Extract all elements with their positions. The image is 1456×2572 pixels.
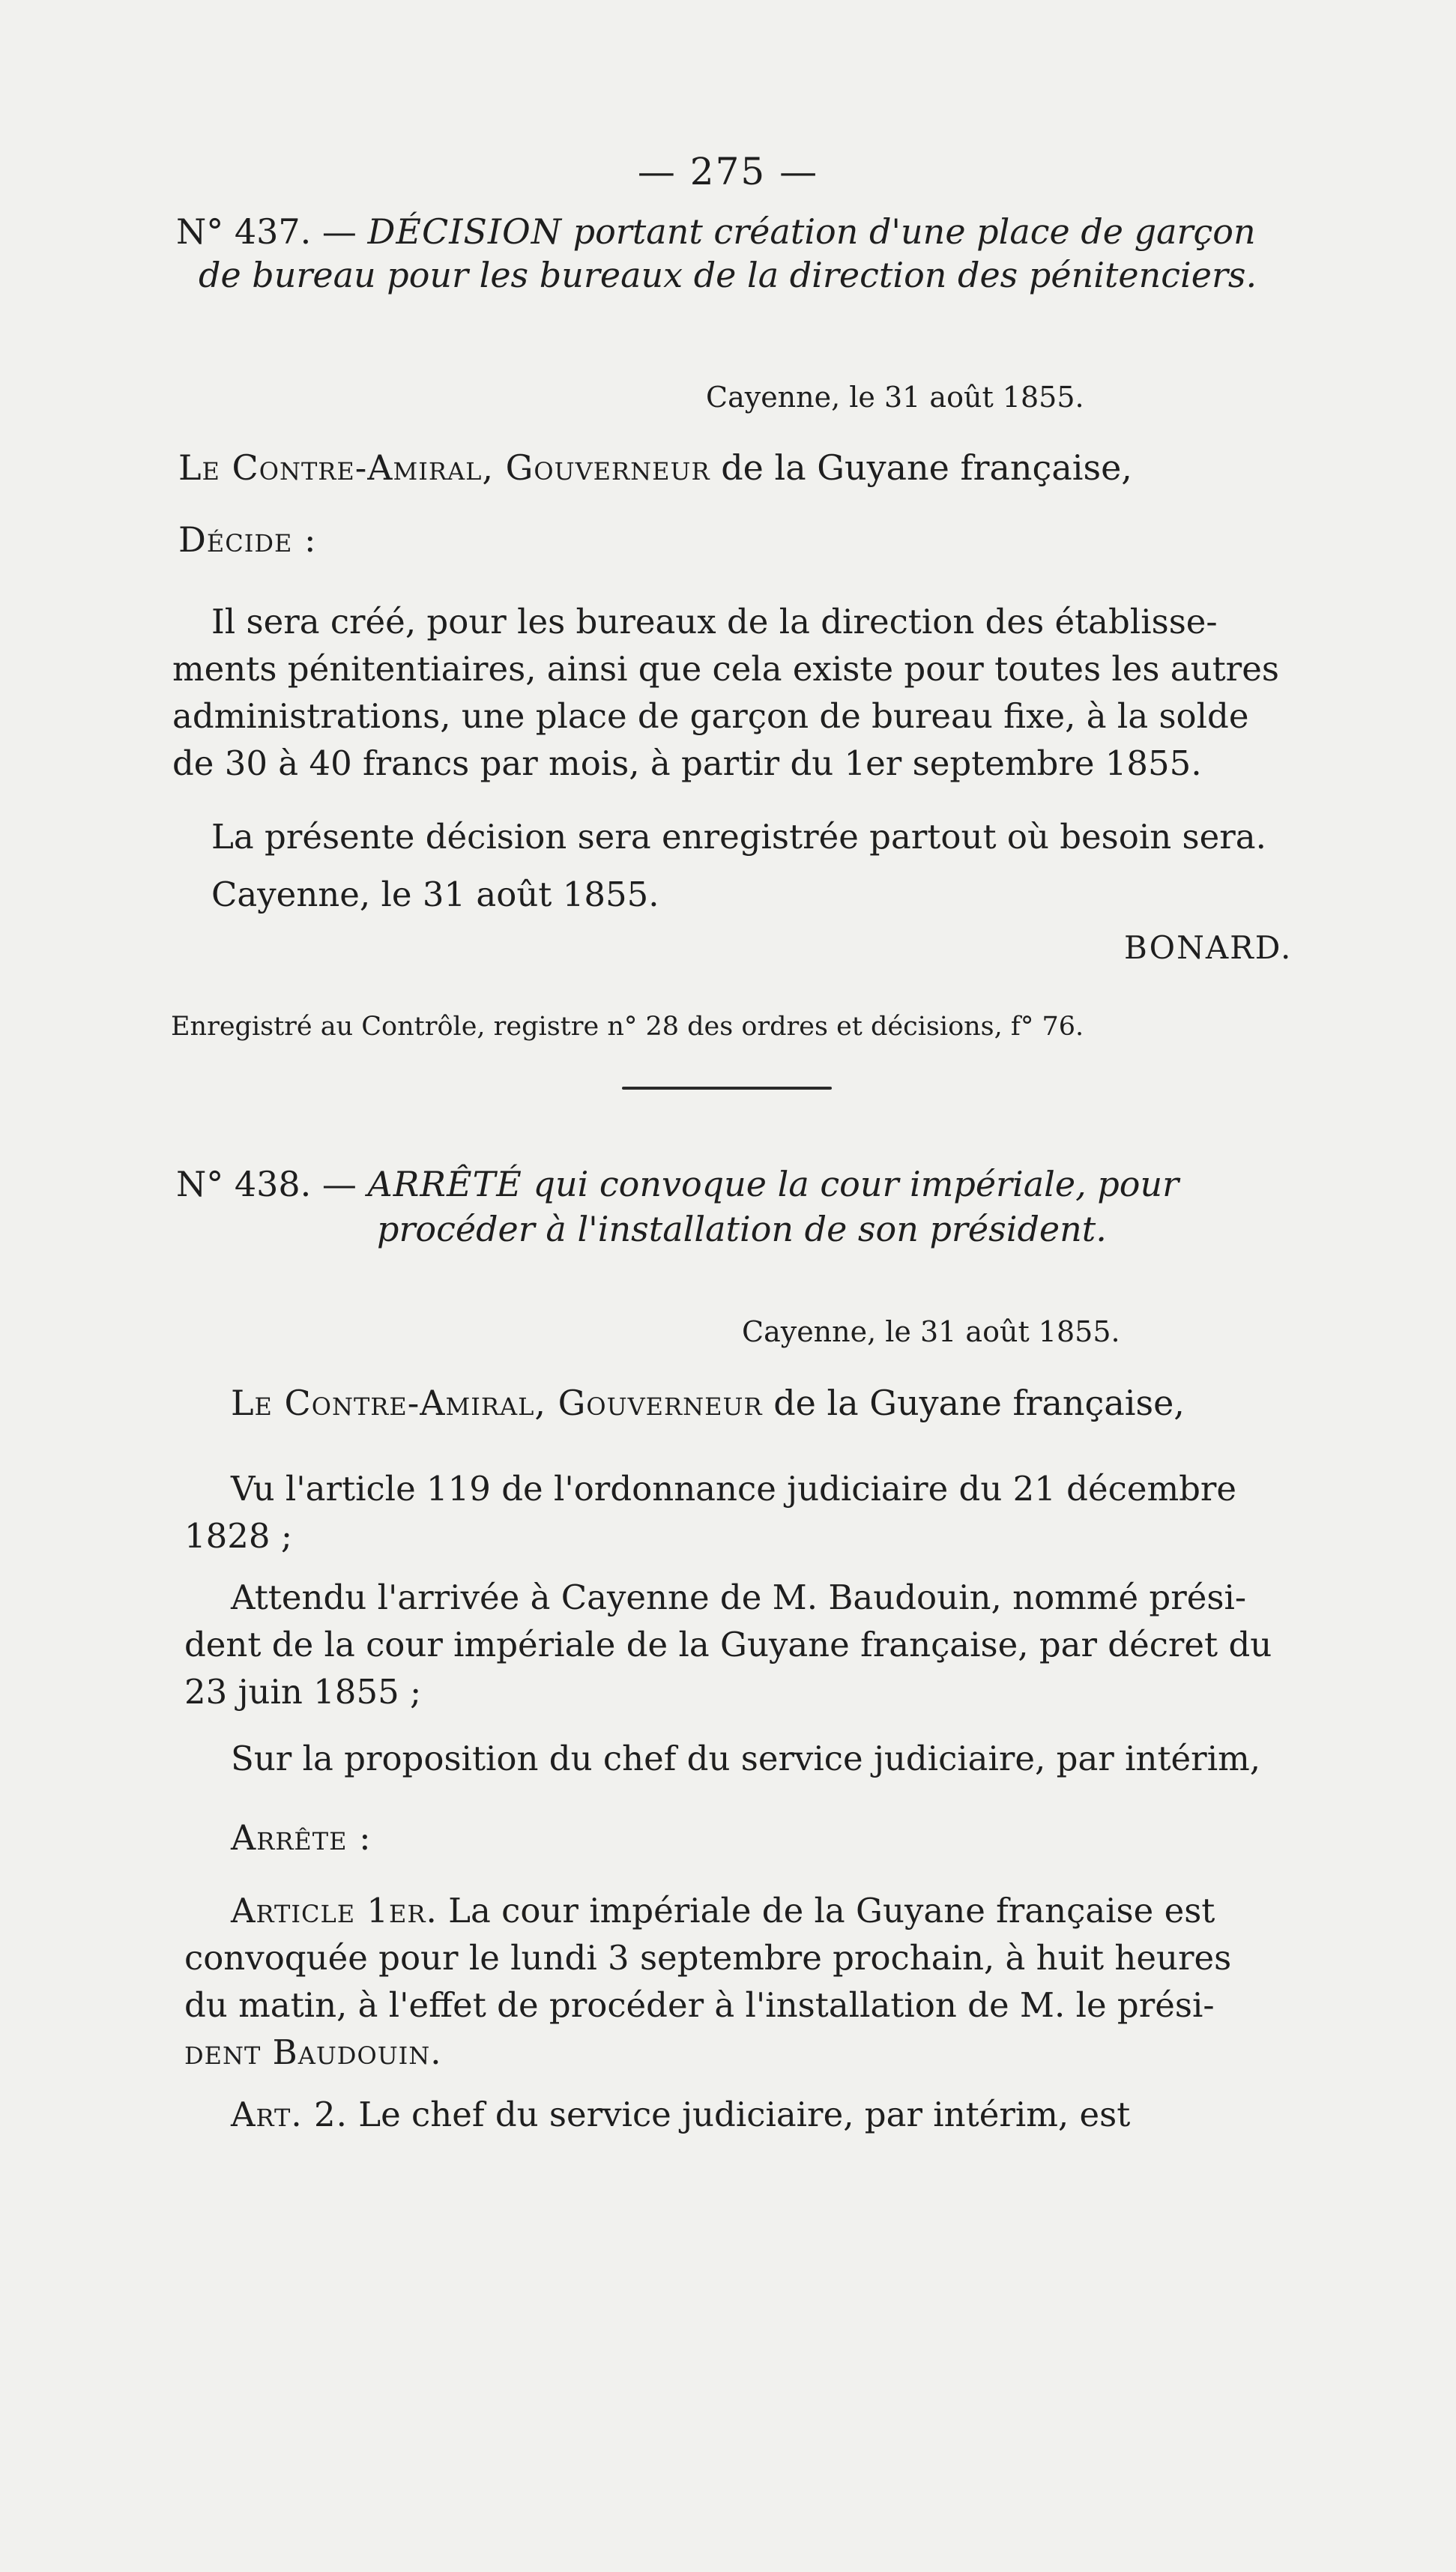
decision-437-body-line-3: administrations, une place de garçon de bureau fixe, à la solde (172, 696, 1249, 736)
arrete-438-considerant-1: Vu l'article 119 de l'ordonnance judiciaire du 21 décembre (231, 1469, 1237, 1509)
arrete-438-number: N° 438. — (176, 1164, 357, 1204)
arrete-438-article-1-line-1 (231, 1887, 1215, 1934)
arrete-438-authority (231, 1383, 1185, 1423)
arrete-438-article-1-label: Article 1er. (231, 1891, 438, 1930)
page-number: — 275 — (637, 150, 819, 193)
arrete-438-arrete: Arrête : (231, 1817, 372, 1858)
arrete-438-article-1-line-3: du matin, à l'effet de procéder à l'installation de M. le prési- (184, 1985, 1215, 2025)
arrete-438-title-line2: procéder à l'installation de son président. (377, 1209, 1107, 1249)
arrete-438-considerant-3: Attendu l'arrivée à Cayenne de M. Baudouin, nommé prési- (231, 1578, 1247, 1617)
decision-437-closing: La présente décision sera enregistrée partout où besoin sera. (211, 817, 1266, 857)
decision-437-body-line-4: de 30 à 40 francs par mois, à partir du 1er septembre 1855. (172, 743, 1202, 783)
section-divider (622, 1087, 832, 1090)
arrete-438-article-1-line-4: dent Baudouin. (184, 2032, 442, 2072)
arrete-438-title-caps: ARRÊTÉ (367, 1164, 522, 1204)
decision-437-registration: Enregistré au Contrôle, registre n° 28 des ordres et décisions, f° 76. (171, 1012, 1084, 1042)
arrete-438-considerant-4: dent de la cour impériale de la Guyane française, par décret du (184, 1625, 1272, 1664)
arrete-438-article-2 (231, 2091, 1130, 2138)
arrete-438-article-1-line-2: convoquée pour le lundi 3 septembre prochain, à huit heures (184, 1938, 1232, 1978)
arrete-438-heading (176, 1164, 1353, 1205)
arrete-438-considerant-2: 1828 ; (184, 1516, 292, 1556)
arrete-438-article-2-text: Le chef du service judiciaire, par intérim, est (358, 2095, 1131, 2134)
decision-437-decides: Décide : (178, 519, 317, 560)
decision-437-title-caps: DÉCISION (367, 211, 563, 252)
decision-437-number: N° 437. — (176, 211, 357, 252)
arrete-438-dateline: Cayenne, le 31 août 1855. (742, 1315, 1120, 1348)
arrete-438-title: qui convoque la cour impériale, pour (533, 1164, 1179, 1204)
arrete-438-considerant-6: Sur la proposition du chef du service judiciaire, par intérim, (231, 1739, 1261, 1778)
decision-437-heading (176, 211, 1353, 253)
decision-437-body-line-2: ments pénitentiaires, ainsi que cela existe pour toutes les autres (172, 649, 1279, 689)
decision-437-title: portant création d'une place de garçon (573, 211, 1256, 252)
arrete-438-authority-title: Le Contre-Amiral, Gouverneur (231, 1383, 763, 1423)
decision-437-body-line-1: Il sera créé, pour les bureaux de la direction des établisse- (211, 602, 1218, 642)
decision-437-signature: BONARD. (1124, 929, 1293, 966)
decision-437-authority-rest: de la Guyane française, (721, 447, 1132, 488)
arrete-438-authority-rest: de la Guyane française, (773, 1383, 1185, 1423)
decision-437-dateline: Cayenne, le 31 août 1855. (706, 381, 1084, 414)
arrete-438-article-1-text: La cour impériale de la Guyane française est (448, 1891, 1215, 1930)
decision-437-title-line2: de bureau pour les bureaux de la direction des pénitenciers. (199, 255, 1257, 295)
decision-437-place-date: Cayenne, le 31 août 1855. (211, 875, 659, 914)
arrete-438-article-2-label: Art. 2. (231, 2095, 348, 2134)
arrete-438-considerant-5: 23 juin 1855 ; (184, 1672, 422, 1712)
decision-437-authority (178, 447, 1132, 488)
decision-437-authority-title: Le Contre-Amiral, Gouverneur (178, 447, 710, 488)
